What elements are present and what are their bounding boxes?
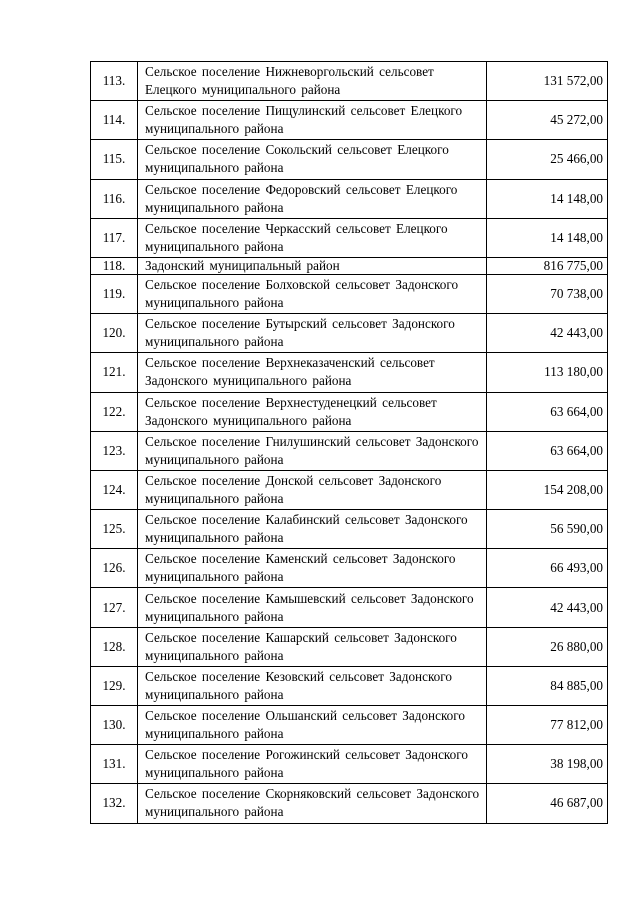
municipality-name: Сельское поселение Болховской сельсовет Задонского муниципального района xyxy=(138,274,487,313)
municipality-name: Сельское поселение Пищулинский сельсовет Елецкого муниципального района xyxy=(138,101,487,140)
municipality-name: Сельское поселение Кашарский сельсовет Задонского муниципального района xyxy=(138,627,487,666)
row-number: 120. xyxy=(91,314,138,353)
municipality-name: Сельское поселение Калабинский сельсовет Задонского муниципального района xyxy=(138,510,487,549)
table-row xyxy=(91,588,608,627)
table-row xyxy=(91,745,608,784)
amount-value: 154 208,00 xyxy=(487,470,608,509)
municipality-name: Сельское поселение Черкасский сельсовет Елецкого муниципального района xyxy=(138,218,487,257)
table-row xyxy=(91,218,608,257)
municipality-name: Сельское поселение Нижневоргольский сельсовет Елецкого муниципального района xyxy=(138,62,487,101)
municipality-name: Сельское поселение Камышевский сельсовет Задонского муниципального района xyxy=(138,588,487,627)
table-row-district xyxy=(91,257,608,274)
municipality-name: Сельское поселение Ольшанский сельсовет Задонского муниципального района xyxy=(138,706,487,745)
amount-value: 25 466,00 xyxy=(487,140,608,179)
municipality-name: Сельское поселение Рогожинский сельсовет Задонского муниципального района xyxy=(138,745,487,784)
row-number: 119. xyxy=(91,274,138,313)
municipality-name: Сельское поселение Бутырский сельсовет Задонского муниципального района xyxy=(138,314,487,353)
table-row xyxy=(91,101,608,140)
municipality-name: Сельское поселение Федоровский сельсовет Елецкого муниципального района xyxy=(138,179,487,218)
table-row xyxy=(91,179,608,218)
table-row xyxy=(91,353,608,392)
table-row xyxy=(91,431,608,470)
row-number: 131. xyxy=(91,745,138,784)
row-number: 129. xyxy=(91,666,138,705)
amount-value: 42 443,00 xyxy=(487,314,608,353)
amount-value: 113 180,00 xyxy=(487,353,608,392)
amount-value: 131 572,00 xyxy=(487,62,608,101)
municipality-name: Сельское поселение Каменский сельсовет Задонского муниципального района xyxy=(138,549,487,588)
row-number: 118. xyxy=(91,257,138,274)
table-row xyxy=(91,706,608,745)
municipality-name: Сельское поселение Донской сельсовет Задонского муниципального района xyxy=(138,470,487,509)
row-number: 115. xyxy=(91,140,138,179)
table-row xyxy=(91,784,608,823)
amount-value: 77 812,00 xyxy=(487,706,608,745)
table-row xyxy=(91,62,608,101)
district-name: Задонский муниципальный район xyxy=(138,257,487,274)
table-row xyxy=(91,392,608,431)
municipality-name: Сельское поселение Скорняковский сельсовет Задонского муниципального района xyxy=(138,784,487,823)
row-number: 116. xyxy=(91,179,138,218)
table-row xyxy=(91,140,608,179)
row-number: 123. xyxy=(91,431,138,470)
amount-value: 14 148,00 xyxy=(487,218,608,257)
row-number: 126. xyxy=(91,549,138,588)
amount-value: 46 687,00 xyxy=(487,784,608,823)
amount-value: 63 664,00 xyxy=(487,431,608,470)
table-row xyxy=(91,470,608,509)
amount-value: 56 590,00 xyxy=(487,510,608,549)
table-body xyxy=(91,62,608,824)
row-number: 125. xyxy=(91,510,138,549)
amount-value: 14 148,00 xyxy=(487,179,608,218)
row-number: 124. xyxy=(91,470,138,509)
amount-value: 63 664,00 xyxy=(487,392,608,431)
row-number: 127. xyxy=(91,588,138,627)
amount-value: 45 272,00 xyxy=(487,101,608,140)
table-row xyxy=(91,314,608,353)
municipality-name: Сельское поселение Гнилушинский сельсовет Задонского муниципального района xyxy=(138,431,487,470)
row-number: 117. xyxy=(91,218,138,257)
row-number: 113. xyxy=(91,62,138,101)
amount-value: 70 738,00 xyxy=(487,274,608,313)
municipality-name: Сельское поселение Кезовский сельсовет Задонского муниципального района xyxy=(138,666,487,705)
row-number: 114. xyxy=(91,101,138,140)
municipality-name: Сельское поселение Верхнестуденецкий сельсовет Задонского муниципального района xyxy=(138,392,487,431)
amount-value: 38 198,00 xyxy=(487,745,608,784)
row-number: 128. xyxy=(91,627,138,666)
amount-value: 26 880,00 xyxy=(487,627,608,666)
row-number: 132. xyxy=(91,784,138,823)
row-number: 130. xyxy=(91,706,138,745)
amount-value: 66 493,00 xyxy=(487,549,608,588)
amount-value: 84 885,00 xyxy=(487,666,608,705)
row-number: 121. xyxy=(91,353,138,392)
row-number: 122. xyxy=(91,392,138,431)
table-row xyxy=(91,510,608,549)
amount-value: 42 443,00 xyxy=(487,588,608,627)
table-row xyxy=(91,627,608,666)
municipality-name: Сельское поселение Сокольский сельсовет Елецкого муниципального района xyxy=(138,140,487,179)
table-row xyxy=(91,549,608,588)
allocation-table xyxy=(90,61,608,824)
municipality-name: Сельское поселение Верхнеказаченский сельсовет Задонского муниципального района xyxy=(138,353,487,392)
table-row xyxy=(91,274,608,313)
amount-value: 816 775,00 xyxy=(487,257,608,274)
table-row xyxy=(91,666,608,705)
